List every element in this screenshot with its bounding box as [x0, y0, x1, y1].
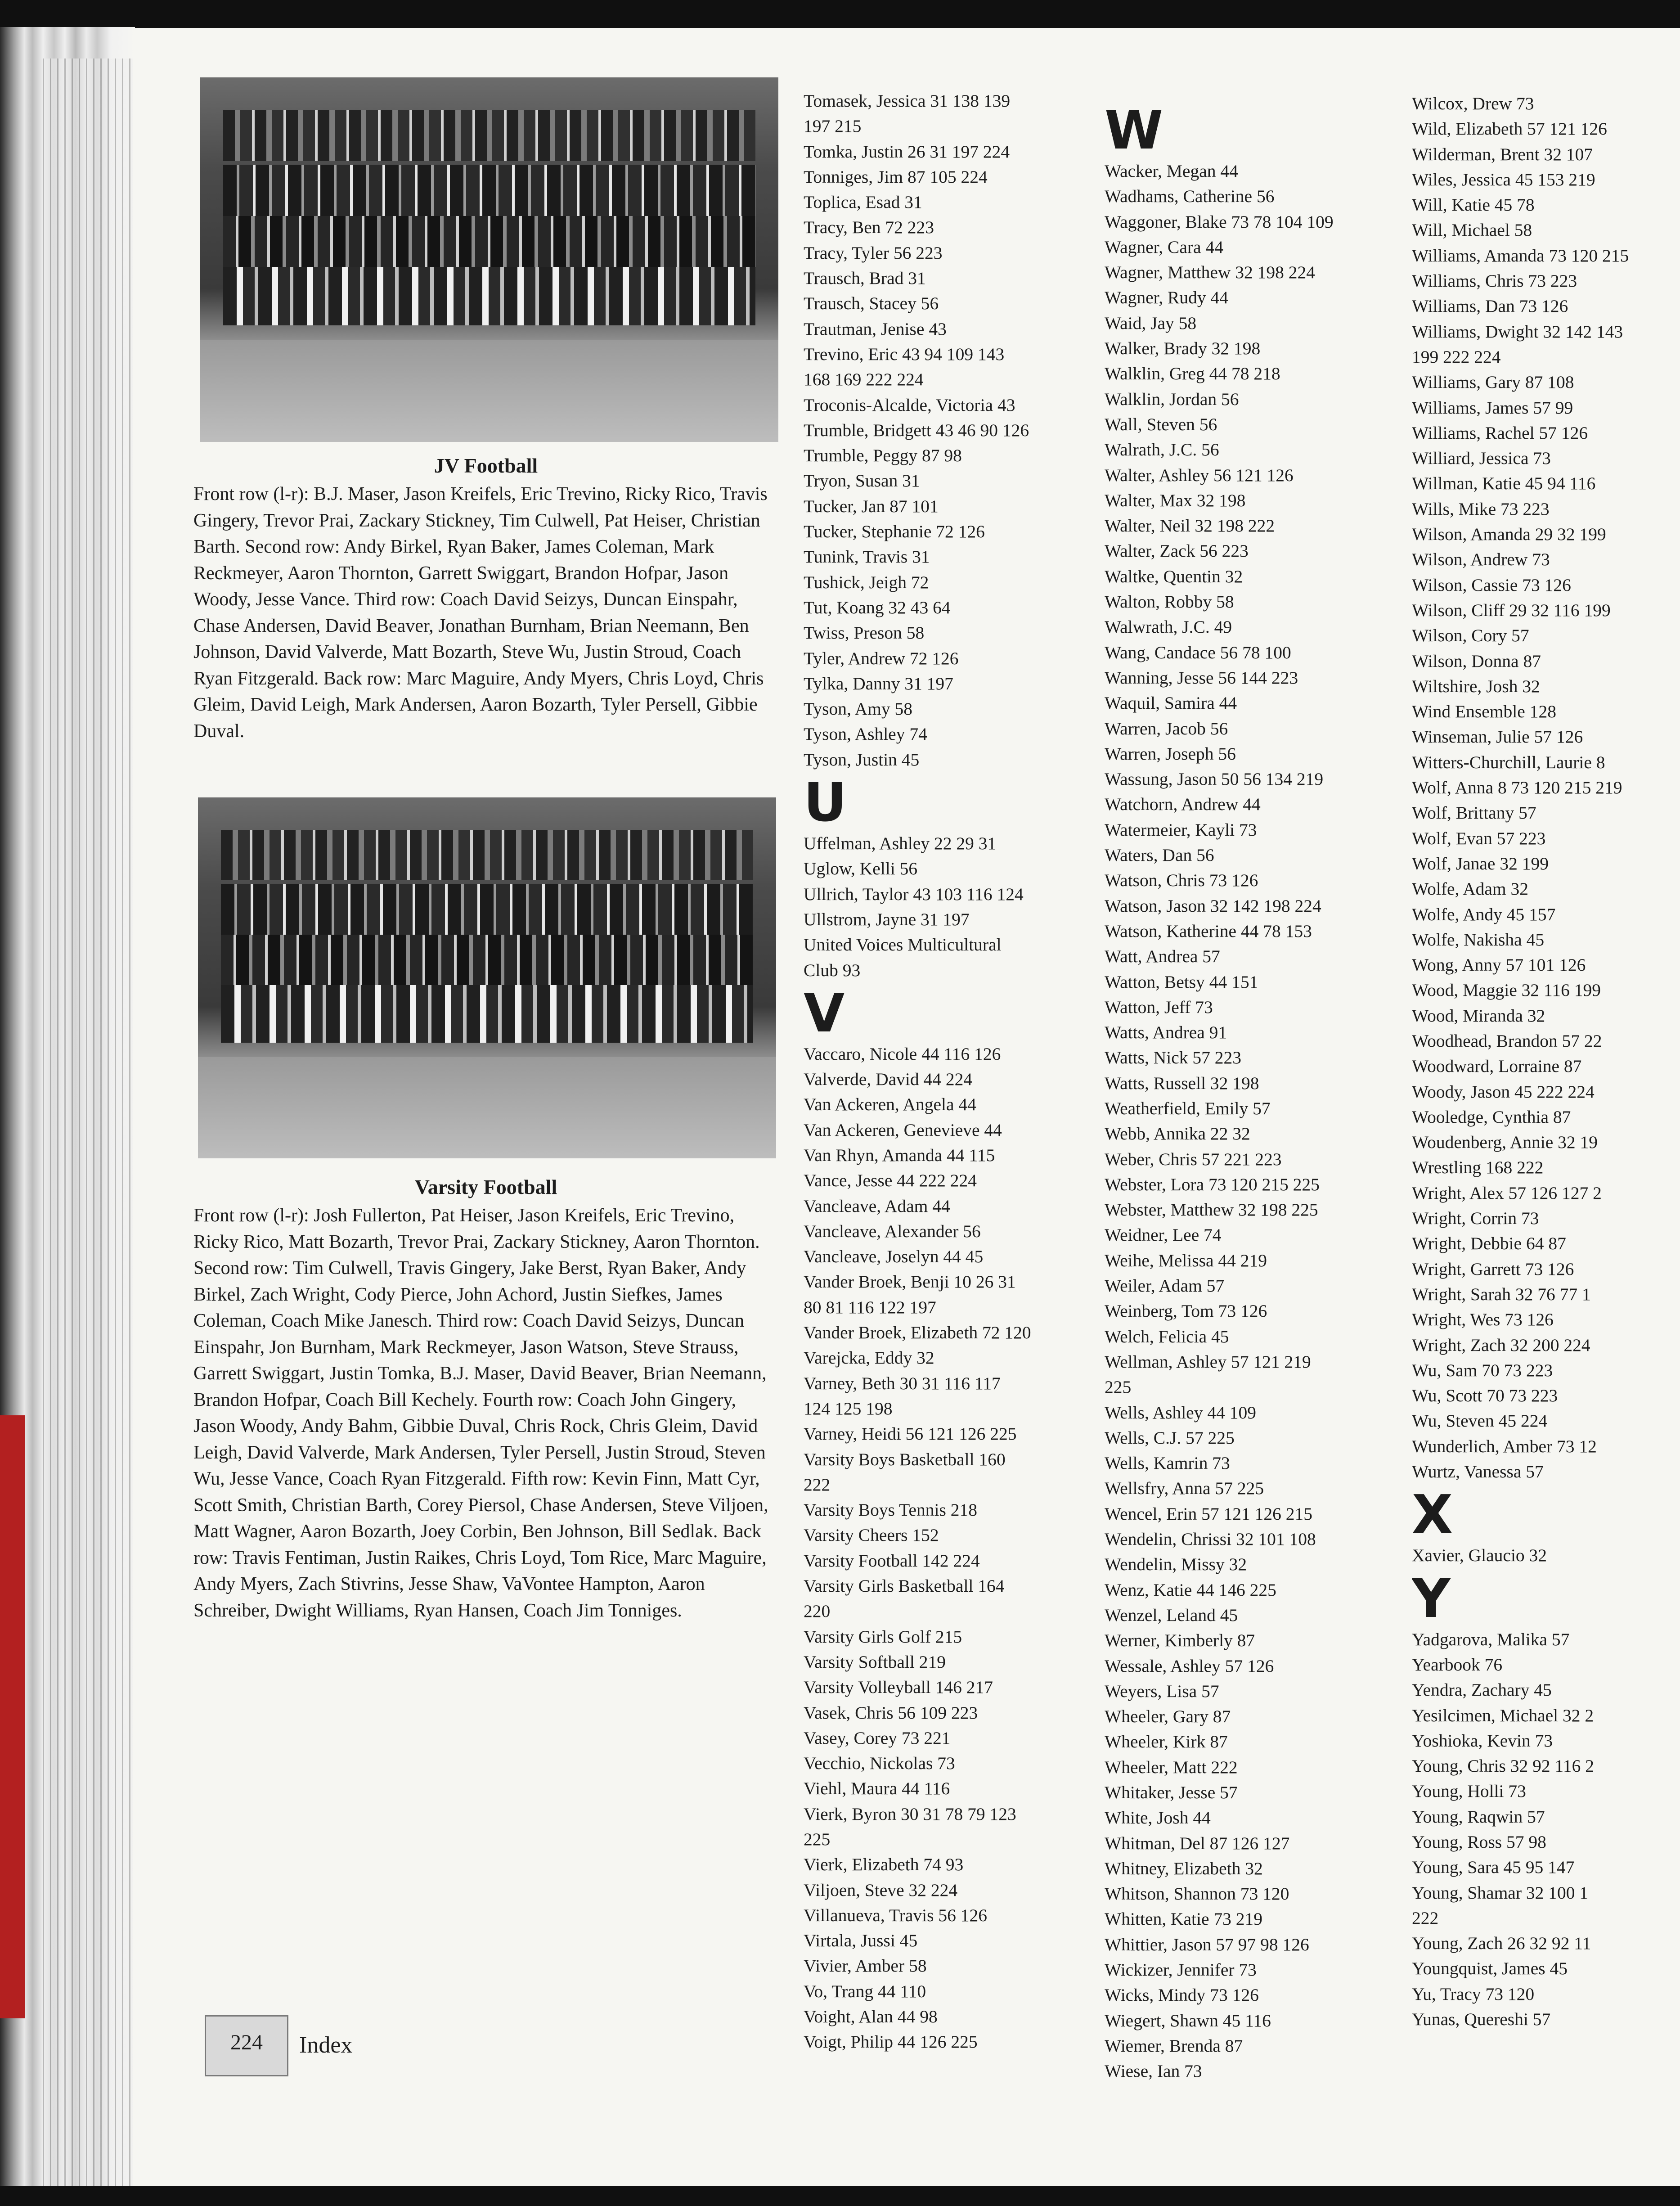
- index-entry: Will, Michael 58: [1412, 220, 1532, 240]
- index-entry: Whitson, Shannon 73 120: [1105, 1884, 1289, 1904]
- index-entry: Wrestling 168 222: [1412, 1157, 1544, 1178]
- index-entry: Wacker, Megan 44: [1105, 161, 1238, 181]
- index-entry: Varsity Girls Golf 215: [804, 1626, 962, 1647]
- index-entry: Weidner, Lee 74: [1105, 1225, 1222, 1245]
- index-entry: Wiese, Ian 73: [1105, 2061, 1202, 2081]
- index-entry: Wellman, Ashley 57 121 219: [1105, 1351, 1311, 1372]
- index-entry: Wright, Debbie 64 87: [1412, 1234, 1566, 1254]
- index-entry: Walter, Ashley 56 121 126: [1105, 465, 1294, 485]
- index-entry: Will, Katie 45 78: [1412, 195, 1535, 215]
- jv-football-caption: [193, 452, 778, 744]
- index-entry: Varsity Football 142 224: [804, 1550, 980, 1571]
- index-entry: Tomka, Justin 26 31 197 224: [804, 141, 1010, 162]
- index-entry: Wall, Steven 56: [1105, 414, 1217, 434]
- index-entry: Wurtz, Vanessa 57: [1412, 1462, 1544, 1482]
- index-entry: Waters, Dan 56: [1105, 845, 1214, 865]
- index-entry: Wassung, Jason 50 56 134 219: [1105, 769, 1324, 789]
- index-entry: Wiegert, Shawn 45 116: [1105, 2010, 1271, 2030]
- index-entry: Voigt, Philip 44 126 225: [804, 2032, 978, 2052]
- index-entry: Wells, Ashley 44 109: [1105, 1402, 1256, 1423]
- index-entry: Weatherfield, Emily 57: [1105, 1098, 1271, 1118]
- index-entry: Wencel, Erin 57 121 126 215: [1105, 1504, 1312, 1524]
- index-entry: Wenzel, Leland 45: [1105, 1605, 1238, 1625]
- index-entry: Vancleave, Alexander 56: [804, 1221, 981, 1241]
- caption-title: Varsity Football: [414, 1175, 557, 1198]
- index-entry: Young, Ross 57 98: [1412, 1832, 1546, 1852]
- caption-text: Front row (l-r): B.J. Maser, Jason Kreifels, Eric Trevino, Ricky Rico, Travis Gingery, Trevor Prai, Zackary Stickney, Tim Culwell, Pat Heiser, Christian Barth. Second row: Andy Birkel, Ryan Baker, James Coleman, Mark Reckmeyer, Aaron Thornton, Garrett Swiggart, Brandon Hofpar, Jason Woody, Jesse Vance. Third row: Coach David Seizys, Duncan Einspahr, Chase Andersen, David Beaver, Jonathan Burnham, Brian Neemann, Ben Johnson, David Valverde, Matt Bozarth, Steve Wu, Justin Stroud, Coach Ryan Fitzgerald. Back row: Marc Maguire, Andy Myers, Chris Loyd, Chris Gleim, David Leigh, Mark Andersen, Aaron Bozarth, Tyler Persell, Gibbie Duval.: [193, 484, 768, 742]
- index-entry: Wright, Garrett 73 126: [1412, 1259, 1574, 1279]
- index-entry: Tyson, Ashley 74: [804, 724, 927, 744]
- index-entry: Vecchio, Nickolas 73: [804, 1753, 955, 1774]
- index-entry: Young, Holli 73: [1412, 1781, 1526, 1801]
- spine-red-band: [0, 1415, 25, 2018]
- index-entry: Young, Sara 45 95 147: [1412, 1857, 1575, 1877]
- index-entry: Tryon, Susan 31: [804, 471, 920, 491]
- index-entry: Wooledge, Cynthia 87: [1412, 1107, 1571, 1127]
- index-entry: Varsity Volleyball 146 217: [804, 1677, 993, 1697]
- index-entry: Werner, Kimberly 87: [1105, 1630, 1255, 1651]
- scan-top-edge: [0, 0, 1680, 28]
- index-entry: Vierk, Byron 30 31 78 79 123: [804, 1804, 1016, 1824]
- index-entry: Wright, Wes 73 126: [1412, 1310, 1554, 1330]
- index-entry: Vierk, Elizabeth 74 93: [804, 1855, 964, 1875]
- index-entry: Vasek, Chris 56 109 223: [804, 1702, 978, 1723]
- scan-bottom-edge: [0, 2186, 1680, 2206]
- index-entry: Williams, James 57 99: [1412, 397, 1573, 418]
- index-entry: Winseman, Julie 57 126: [1412, 727, 1583, 747]
- index-entry: Villanueva, Travis 56 126: [804, 1905, 987, 1925]
- index-entry: Waquil, Samira 44: [1105, 693, 1237, 713]
- index-entry: Trausch, Brad 31: [804, 268, 926, 288]
- index-entry: Walklin, Greg 44 78 218: [1105, 364, 1280, 384]
- index-column-1: [804, 88, 1031, 2055]
- index-entry: Wells, C.J. 57 225: [1105, 1427, 1235, 1448]
- index-entry: Wolf, Anna 8 73 120 215 219: [1412, 778, 1622, 798]
- index-entry: Walter, Zack 56 223: [1105, 541, 1249, 561]
- index-entry: Tracy, Ben 72 223: [804, 217, 934, 238]
- index-entry: Yadgarova, Malika 57: [1412, 1629, 1570, 1649]
- index-entry: Walter, Max 32 198: [1105, 490, 1246, 510]
- index-entry: Wood, Miranda 32: [1412, 1005, 1545, 1026]
- index-entry: Trautman, Jenise 43: [804, 319, 947, 339]
- index-letter-heading: V: [804, 981, 845, 1044]
- index-letter-heading: W: [1105, 99, 1163, 161]
- index-entry: Viljoen, Steve 32 224: [804, 1880, 958, 1900]
- index-entry: Welch, Felicia 45: [1105, 1326, 1229, 1346]
- index-entry: Toplica, Esad 31: [804, 192, 922, 212]
- index-entry: Wilson, Amanda 29 32 199: [1412, 524, 1606, 545]
- index-entry: Whitman, Del 87 126 127: [1105, 1833, 1290, 1853]
- index-entry: Wilcox, Drew 73: [1412, 94, 1534, 113]
- index-entry: Wu, Steven 45 224: [1412, 1411, 1548, 1431]
- index-entry: 197 215: [804, 116, 862, 136]
- index-entry: Wagner, Cara 44: [1105, 237, 1223, 257]
- index-entry: Vancleave, Adam 44: [804, 1196, 950, 1216]
- index-entry: Walter, Neil 32 198 222: [1105, 516, 1275, 536]
- index-entry: Whitney, Elizabeth 32: [1105, 1858, 1263, 1878]
- index-entry: Wolf, Brittany 57: [1412, 803, 1536, 823]
- index-entry: Tucker, Jan 87 101: [804, 496, 939, 516]
- index-entry: Virtala, Jussi 45: [804, 1931, 918, 1951]
- index-entry: Walklin, Jordan 56: [1105, 389, 1239, 409]
- index-entry: 220: [804, 1601, 831, 1621]
- index-entry: Weiler, Adam 57: [1105, 1276, 1225, 1296]
- index-entry: Waid, Jay 58: [1105, 313, 1197, 333]
- index-entry: Van Ackeren, Angela 44: [804, 1094, 976, 1115]
- index-entry: Watts, Nick 57 223: [1105, 1048, 1242, 1068]
- index-letter-heading: Y: [1412, 1567, 1451, 1630]
- index-entry: Watchorn, Andrew 44: [1105, 794, 1261, 815]
- index-entry: Young, Zach 26 32 92 11: [1412, 1933, 1591, 1954]
- index-entry: Watson, Chris 73 126: [1105, 870, 1258, 891]
- index-entry: Wilson, Cory 57: [1412, 626, 1529, 646]
- index-entry: Varejcka, Eddy 32: [804, 1348, 934, 1368]
- index-entry: Valverde, David 44 224: [804, 1069, 973, 1089]
- index-entry: Wolfe, Andy 45 157: [1412, 904, 1556, 924]
- index-entry: Watton, Jeff 73: [1105, 997, 1213, 1017]
- index-entry: Williams, Dan 73 126: [1412, 296, 1568, 316]
- index-entry: United Voices Multicultural: [804, 935, 1002, 955]
- index-entry: Willman, Katie 45 94 116: [1412, 473, 1596, 494]
- index-entry: Weber, Chris 57 221 223: [1105, 1149, 1282, 1169]
- index-entry: Wolfe, Adam 32: [1412, 879, 1529, 899]
- index-entry: Wheeler, Kirk 87: [1105, 1732, 1228, 1752]
- index-entry: 225: [804, 1829, 831, 1849]
- index-entry: Vaccaro, Nicole 44 116 126: [804, 1044, 1001, 1064]
- index-entry: Williams, Rachel 57 126: [1412, 423, 1588, 443]
- index-entry: Wong, Anny 57 101 126: [1412, 955, 1586, 975]
- index-entry: Watson, Katherine 44 78 153: [1105, 921, 1312, 941]
- index-entry: Wills, Mike 73 223: [1412, 499, 1550, 519]
- index-entry: Uffelman, Ashley 22 29 31: [804, 833, 997, 854]
- index-entry: Wu, Scott 70 73 223: [1412, 1386, 1558, 1406]
- index-entry: Tunink, Travis 31: [804, 547, 930, 567]
- index-entry: Watts, Andrea 91: [1105, 1022, 1227, 1043]
- index-entry: Wilson, Cassie 73 126: [1412, 575, 1571, 595]
- index-entry: Wang, Candace 56 78 100: [1105, 642, 1291, 662]
- index-entry: Wanning, Jesse 56 144 223: [1105, 667, 1298, 688]
- index-entry: Wright, Alex 57 126 127 2: [1412, 1183, 1602, 1203]
- index-entry: Webster, Matthew 32 198 225: [1105, 1200, 1318, 1220]
- index-entry: Van Ackeren, Genevieve 44: [804, 1120, 1002, 1140]
- index-entry: Tylka, Danny 31 197: [804, 673, 953, 693]
- caption-text: Front row (l-r): Josh Fullerton, Pat Heiser, Jason Kreifels, Eric Trevino, Ricky Rico, Matt Bozarth, Trevor Prai, Zackary Stickney, Aaron Thornton. Second row: Tim Culwell, Travis Gingery, Jake Berst, Ryan Baker, Andy Birkel, Zach Wright, Cody Pierce, John Achord, Justin Siefkes, James Coleman, Coach Mike Janesch. Third row: Coach David Seizys, Duncan Einspahr, Jon Burnham, Mark Reckmeyer, Jason Watson, Steve Strauss, Garrett Swiggart, Justin Tomka, B.J. Maser, David Beaver, Brian Neemann, Brandon Hofpar, Coach Bill Kechely. Fourth row: Coach John Gingery, Jason Woody, Andy Bahm, Gibbie Duval, Chris Rock, Chris Gleim, David Leigh, David Valverde, Mark Andersen, Tyler Persell, Justin Stroud, Steven Wu, Jesse Vance, Coach Ryan Fitzgerald. Fifth row: Kevin Finn, Matt Cyr, Scott Smith, Christian Barth, Corey Piersol, Chase Andersen, Steve Viljoen, Matt Wagner, Aaron Bozarth, Joey Corbin, Ben Johnson, Bill Sedlak. Back row: Travis Fentiman, Justin Raikes, Chris Loyd, Tom Rice, Marc Maguire, Andy Myers, Zach Stivrins, Jesse Shaw, VaVontee Hampton, Aaron Schreiber, Dwight Williams, Ryan Hansen, Coach Jim Tonniges.: [193, 1205, 768, 1621]
- index-entry: Xavier, Glaucio 32: [1412, 1545, 1547, 1566]
- index-entry: White, Josh 44: [1105, 1808, 1211, 1828]
- index-entry: Watt, Andrea 57: [1105, 946, 1220, 967]
- index-entry: Young, Chris 32 92 116 2: [1412, 1756, 1594, 1776]
- index-entry: 222: [1412, 1908, 1439, 1928]
- index-entry: Williams, Amanda 73 120 215: [1412, 245, 1629, 266]
- index-entry: Wolf, Janae 32 199: [1412, 853, 1549, 873]
- index-entry: Woody, Jason 45 222 224: [1412, 1081, 1595, 1102]
- index-entry: Warren, Jacob 56: [1105, 718, 1228, 738]
- index-entry: Viehl, Maura 44 116: [804, 1778, 950, 1799]
- index-entry: Varsity Softball 219: [804, 1652, 946, 1672]
- index-entry: Tut, Koang 32 43 64: [804, 597, 951, 617]
- index-entry: Watermeier, Kayli 73: [1105, 819, 1257, 840]
- index-entry: Wolfe, Nakisha 45: [1412, 929, 1545, 950]
- index-entry: Varney, Beth 30 31 116 117: [804, 1373, 1001, 1393]
- index-entry: Woudenberg, Annie 32 19: [1412, 1132, 1598, 1153]
- index-entry: Ullstrom, Jayne 31 197: [804, 909, 970, 929]
- index-entry: Whittier, Jason 57 97 98 126: [1105, 1934, 1309, 1954]
- index-entry: Young, Raqwin 57: [1412, 1806, 1545, 1827]
- index-entry: Tyson, Amy 58: [804, 699, 912, 719]
- index-entry: Warren, Joseph 56: [1105, 743, 1236, 764]
- index-entry: Twiss, Preson 58: [804, 623, 925, 643]
- index-entry: Wood, Maggie 32 116 199: [1412, 980, 1601, 1000]
- index-entry: Young, Shamar 32 100 1: [1412, 1882, 1589, 1903]
- index-entry: Wright, Zach 32 200 224: [1412, 1335, 1590, 1355]
- index-entry: Wolf, Evan 57 223: [1412, 828, 1546, 848]
- index-entry: Ullrich, Taylor 43 103 116 124: [804, 884, 1024, 904]
- index-entry: Wilson, Andrew 73: [1412, 549, 1550, 570]
- index-entry: Varsity Boys Tennis 218: [804, 1500, 978, 1520]
- index-entry: Waltke, Quentin 32: [1105, 566, 1243, 586]
- index-entry: Wilson, Donna 87: [1412, 651, 1541, 671]
- index-entry: Walton, Robby 58: [1105, 592, 1234, 612]
- index-entry: Wenz, Katie 44 146 225: [1105, 1580, 1276, 1600]
- index-entry: Wickizer, Jennifer 73: [1105, 1960, 1257, 1980]
- index-entry: Walker, Brady 32 198: [1105, 338, 1261, 359]
- index-entry: Trumble, Peggy 87 98: [804, 446, 962, 466]
- index-entry: 168 169 222 224: [804, 369, 924, 390]
- index-entry: Tracy, Tyler 56 223: [804, 243, 943, 263]
- index-entry: Wright, Sarah 32 76 77 1: [1412, 1284, 1591, 1304]
- index-entry: Watson, Jason 32 142 198 224: [1105, 896, 1321, 916]
- index-entry: Wheeler, Gary 87: [1105, 1706, 1231, 1727]
- index-entry: 124 125 198: [804, 1398, 893, 1418]
- index-entry: Woodhead, Brandon 57 22: [1412, 1031, 1602, 1051]
- jv-football-photo: [200, 77, 778, 442]
- index-entry: Woodward, Lorraine 87: [1412, 1056, 1582, 1076]
- index-entry: 199 222 224: [1412, 347, 1501, 367]
- index-entry: Trausch, Stacey 56: [804, 293, 939, 314]
- index-entry: Wright, Corrin 73: [1412, 1208, 1539, 1229]
- index-entry: Weihe, Melissa 44 219: [1105, 1250, 1267, 1270]
- index-entry: Club 93: [804, 960, 861, 980]
- varsity-football-caption: [193, 1174, 778, 1624]
- index-entry: Wiemer, Brenda 87: [1105, 2035, 1243, 2056]
- index-column-2: [1105, 100, 1334, 2084]
- index-entry: Williams, Chris 73 223: [1412, 271, 1577, 291]
- index-entry: Whitaker, Jesse 57: [1105, 1783, 1238, 1802]
- page-number: 224: [230, 2030, 263, 2054]
- index-entry: Wiltshire, Josh 32: [1412, 676, 1540, 696]
- index-entry: Uglow, Kelli 56: [804, 859, 918, 879]
- index-entry: Wind Ensemble 128: [1412, 702, 1556, 722]
- index-entry: Yunas, Quereshi 57: [1412, 2009, 1551, 2030]
- index-entry: 222: [804, 1474, 831, 1495]
- index-entry: Voight, Alan 44 98: [804, 2007, 938, 2027]
- index-entry: 80 81 116 122 197: [804, 1297, 936, 1317]
- index-entry: Wu, Sam 70 73 223: [1412, 1360, 1553, 1380]
- index-entry: Williams, Gary 87 108: [1412, 372, 1574, 392]
- index-entry: Trevino, Eric 43 94 109 143: [804, 344, 1005, 364]
- varsity-football-photo: [198, 797, 776, 1158]
- index-entry: Watton, Betsy 44 151: [1105, 972, 1258, 992]
- index-entry: Varney, Heidi 56 121 126 225: [804, 1424, 1017, 1444]
- index-entry: Vivier, Amber 58: [804, 1956, 927, 1976]
- index-entry: Tyler, Andrew 72 126: [804, 648, 959, 668]
- index-entry: Waggoner, Blake 73 78 104 109: [1105, 212, 1334, 232]
- index-entry: Witters-Churchill, Laurie 8: [1412, 752, 1605, 772]
- open-book-icon: [205, 2015, 288, 2076]
- index-letter-heading: X: [1412, 1483, 1453, 1546]
- index-entry: Varsity Cheers 152: [804, 1525, 939, 1545]
- index-entry: Wagner, Rudy 44: [1105, 288, 1228, 308]
- index-entry: Tushick, Jeigh 72: [804, 572, 929, 592]
- index-entry: Whitten, Katie 73 219: [1105, 1909, 1263, 1929]
- index-entry: Wunderlich, Amber 73 12: [1412, 1436, 1597, 1456]
- index-letter-heading: U: [804, 771, 847, 834]
- index-entry: Yu, Tracy 73 120: [1412, 1984, 1535, 2004]
- index-entry: Tomasek, Jessica 31 138 139: [804, 91, 1011, 111]
- index-entry: Yendra, Zachary 45: [1412, 1680, 1552, 1700]
- section-label: Index: [299, 2032, 353, 2058]
- index-entry: Yearbook 76: [1412, 1654, 1503, 1675]
- index-entry: Tyson, Justin 45: [804, 749, 920, 770]
- index-entry: Vander Broek, Elizabeth 72 120: [804, 1323, 1031, 1343]
- index-entry: Wiles, Jessica 45 153 219: [1412, 169, 1595, 189]
- index-entry: Wells, Kamrin 73: [1105, 1453, 1230, 1473]
- index-entry: Wilson, Cliff 29 32 116 199: [1412, 600, 1611, 620]
- index-entry: Troconis-Alcalde, Victoria 43: [804, 395, 1015, 415]
- index-entry: Williams, Dwight 32 142 143: [1412, 321, 1623, 342]
- index-entry: Youngquist, James 45: [1412, 1958, 1568, 1979]
- index-entry: Varsity Girls Basketball 164: [804, 1576, 1005, 1596]
- index-entry: Vander Broek, Benji 10 26 31: [804, 1272, 1016, 1292]
- index-entry: Vasey, Corey 73 221: [804, 1728, 951, 1748]
- index-entry: Yoshioka, Kevin 73: [1412, 1730, 1553, 1751]
- index-entry: Van Rhyn, Amanda 44 115: [804, 1145, 995, 1165]
- index-entry: Wendelin, Chrissi 32 101 108: [1105, 1529, 1316, 1549]
- index-entry: Wendelin, Missy 32: [1105, 1554, 1247, 1575]
- index-entry: Wicks, Mindy 73 126: [1105, 1985, 1259, 2005]
- index-entry: Yesilcimen, Michael 32 2: [1412, 1705, 1594, 1725]
- index-entry: Webb, Annika 22 32: [1105, 1124, 1250, 1144]
- index-entry: Weinberg, Tom 73 126: [1105, 1301, 1267, 1321]
- index-entry: Webster, Lora 73 120 215 225: [1105, 1174, 1320, 1194]
- index-entry: Wagner, Matthew 32 198 224: [1105, 262, 1316, 283]
- index-entry: Trumble, Bridgett 43 46 90 126: [804, 420, 1029, 440]
- index-entry: Wellsfry, Anna 57 225: [1105, 1478, 1264, 1499]
- index-entry: Wild, Elizabeth 57 121 126: [1412, 119, 1607, 139]
- index-entry: Wheeler, Matt 222: [1105, 1757, 1238, 1777]
- index-entry: Watts, Russell 32 198: [1105, 1073, 1259, 1093]
- index-entry: Vancleave, Joselyn 44 45: [804, 1247, 984, 1267]
- index-entry: Vo, Trang 44 110: [804, 1981, 926, 2001]
- index-entry: 225: [1105, 1377, 1132, 1397]
- index-column-3: [1412, 91, 1680, 2032]
- index-entry: Vance, Jesse 44 222 224: [804, 1171, 977, 1191]
- index-entry: Wadhams, Catherine 56: [1105, 186, 1275, 207]
- index-entry: Walrath, J.C. 56: [1105, 440, 1219, 460]
- index-entry: Varsity Boys Basketball 160: [804, 1449, 1006, 1469]
- index-entry: Tucker, Stephanie 72 126: [804, 522, 985, 542]
- index-entry: Walwrath, J.C. 49: [1105, 617, 1232, 637]
- index-entry: Weyers, Lisa 57: [1105, 1681, 1219, 1701]
- index-entry: Wessale, Ashley 57 126: [1105, 1656, 1274, 1676]
- index-entry: Williard, Jessica 73: [1412, 448, 1551, 468]
- index-entry: Tonniges, Jim 87 105 224: [804, 167, 988, 187]
- caption-title: JV Football: [434, 454, 538, 477]
- index-entry: Wilderman, Brent 32 107: [1412, 144, 1593, 164]
